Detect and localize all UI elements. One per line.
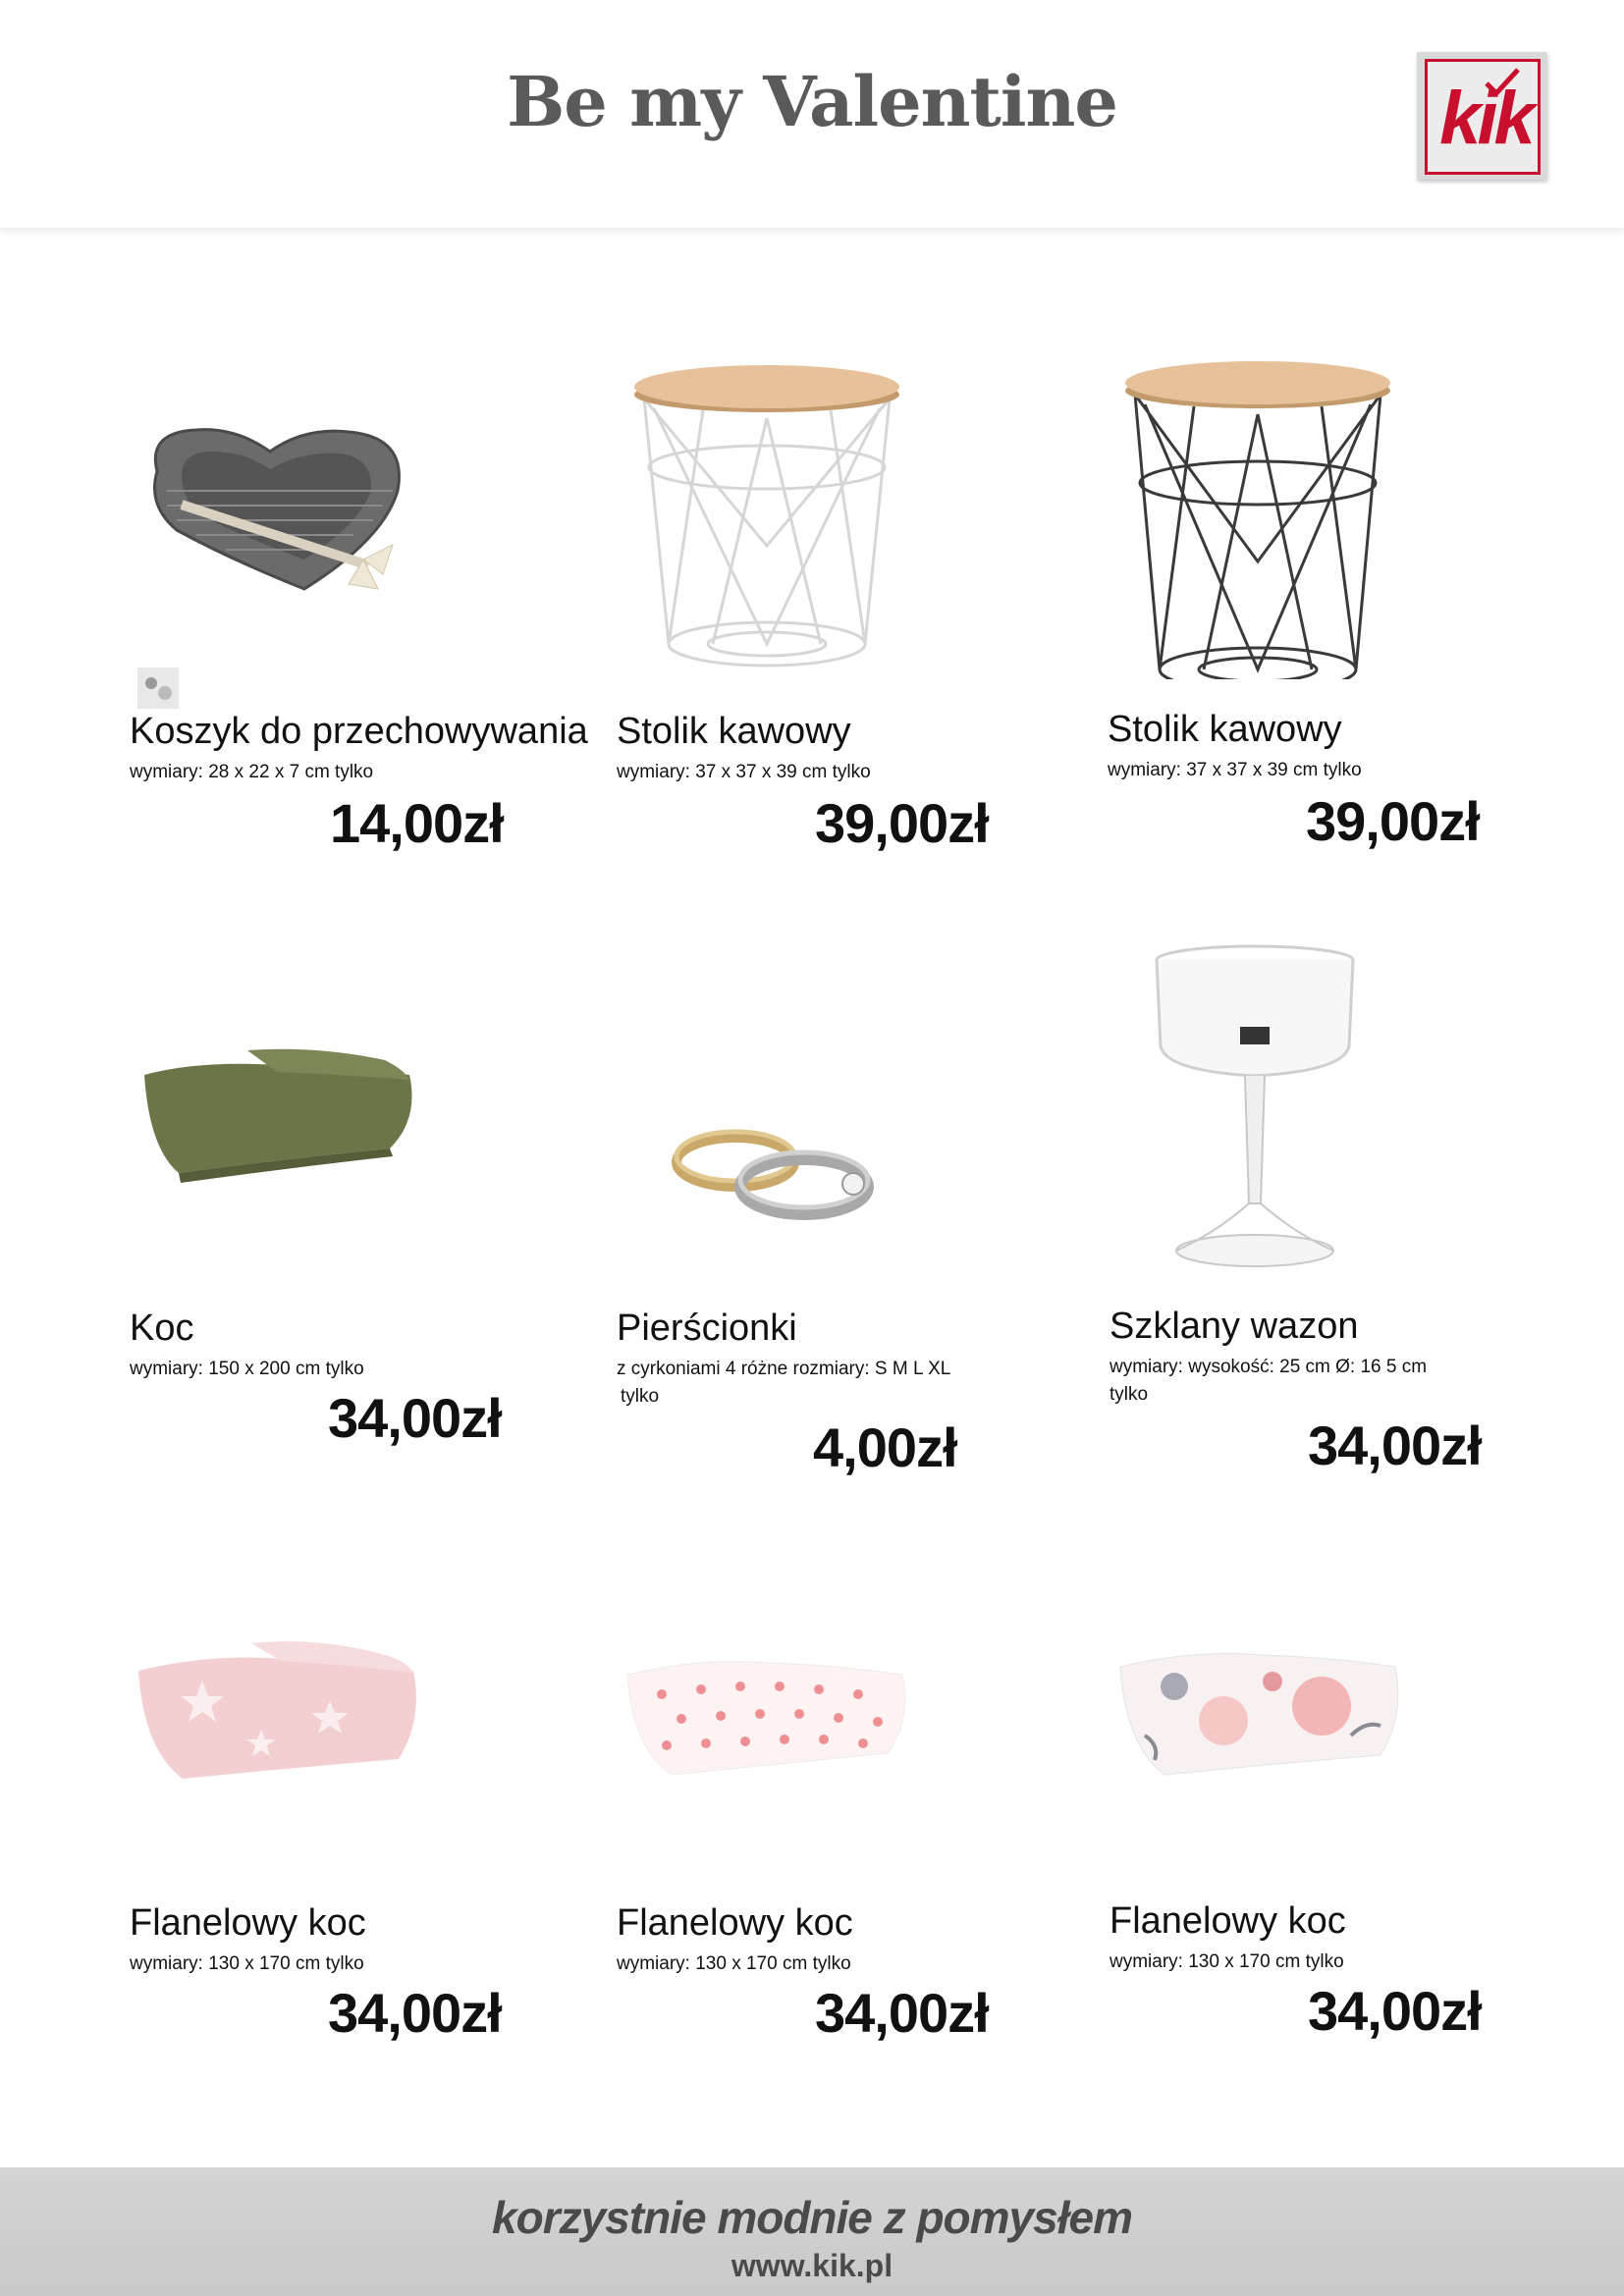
product-name: Koszyk do przechowywania (130, 711, 588, 752)
product-name: Szklany wazon (1110, 1306, 1359, 1347)
product-desc-line2: tylko (621, 1386, 660, 1407)
footer-slogan: korzystnie modnie z pomysłem (492, 2192, 1132, 2243)
olive-blanket-image (139, 1041, 414, 1188)
product-price: 34,00zł (328, 1387, 502, 1449)
kik-logo[interactable] (1417, 52, 1546, 180)
white-table-image (624, 349, 909, 683)
logo-text: kik (1439, 77, 1532, 160)
product-price: 39,00zł (1306, 790, 1480, 852)
product-desc: z cyrkoniami 4 różne rozmiary: S M L XL (617, 1359, 951, 1379)
color-swatch-thumbnail[interactable] (137, 667, 179, 709)
logo-frame (1425, 59, 1541, 175)
product-desc: wymiary: wysokość: 25 cm Ø: 16 5 cm (1110, 1357, 1428, 1377)
product-desc: wymiary: 130 x 170 cm tylko (1110, 1951, 1344, 1972)
product-desc-line2: tylko (1110, 1384, 1149, 1405)
product-desc: wymiary: 150 x 200 cm tylko (130, 1359, 364, 1379)
floral-blanket-image (1115, 1628, 1400, 1785)
product-desc: wymiary: 130 x 170 cm tylko (617, 1953, 851, 1974)
product-price: 14,00zł (330, 792, 504, 854)
heart-blanket-image (623, 1635, 907, 1783)
glass-vase-image (1147, 938, 1363, 1272)
pink-star-blanket-image (134, 1631, 418, 1789)
heart-basket-image (137, 412, 422, 609)
product-name: Flanelowy koc (617, 1902, 853, 1944)
header (0, 0, 1624, 228)
product-desc: wymiary: 37 x 37 x 39 cm tylko (617, 762, 871, 782)
black-table-image (1115, 346, 1400, 679)
product-name: Flanelowy koc (130, 1902, 366, 1944)
product-name: Stolik kawowy (1108, 709, 1342, 750)
product-name: Stolik kawowy (617, 711, 851, 752)
product-desc: wymiary: 28 x 22 x 7 cm tylko (130, 762, 374, 782)
product-price: 34,00zł (328, 1982, 502, 2044)
product-price: 34,00zł (1308, 1415, 1482, 1476)
product-name: Pierścionki (617, 1308, 797, 1349)
page-title: Be my Valentine (507, 61, 1117, 142)
footer-url-link[interactable]: www.kik.pl (731, 2248, 893, 2283)
product-desc: wymiary: 37 x 37 x 39 cm tylko (1108, 760, 1362, 780)
footer (0, 2167, 1624, 2296)
checkmark-icon (1483, 68, 1522, 97)
product-desc: wymiary: 130 x 170 cm tylko (130, 1953, 364, 1974)
product-name: Koc (130, 1308, 194, 1349)
product-price: 34,00zł (1308, 1980, 1482, 2042)
rings-image (672, 1123, 888, 1231)
product-price: 4,00zł (813, 1416, 957, 1478)
product-price: 34,00zł (815, 1982, 989, 2044)
product-name: Flanelowy koc (1110, 1900, 1346, 1942)
product-price: 39,00zł (815, 792, 989, 854)
